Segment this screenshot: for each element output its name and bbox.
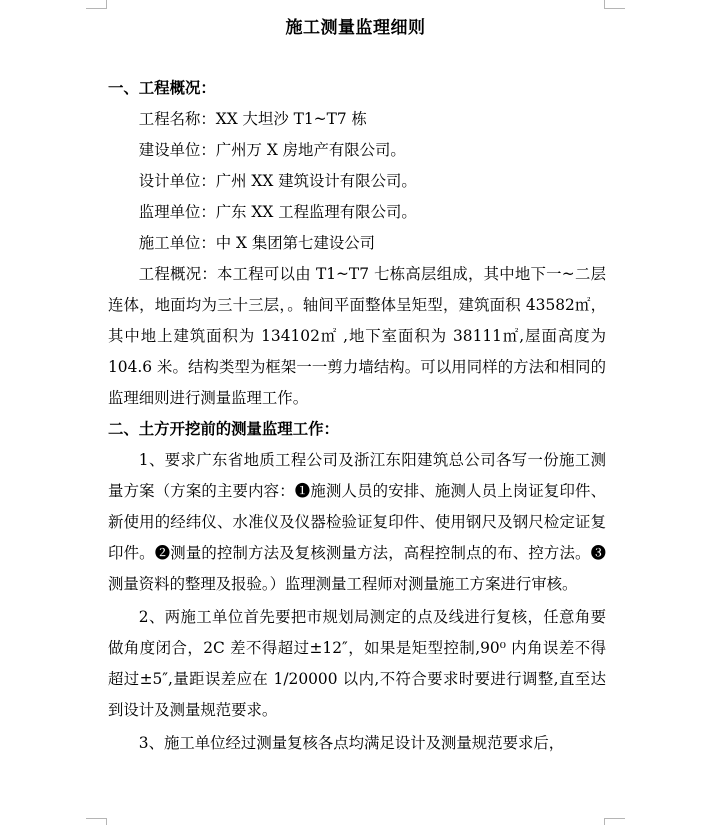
- list-item: 1、要求广东省地质工程公司及浙江东阳建筑总公司各写一份施工测量方案（方案的主要内容：❶施测人员的安排、施测人员上岗证复印件、新使用的经纬仪、水准仪及仪器检验证复印件、使用钢尺及钢尺检定证复印件。❷测量的控制方法及复核测量方法，高程控制点的布、控方法。❸测量资料的整理及报验。）监理测量工程师对测量施工方案进行审核。: [108, 451, 606, 593]
- designer-line: 设计单位：广州 XX 建筑设计有限公司。: [138, 172, 417, 190]
- overview-paragraph: 工程概况：本工程可以由 T1~T7 七栋高层组成，其中地下一~二层连体，地面均为三十三层，。轴间平面整体呈矩型，建筑面积 43582㎡，其中地上建筑面积为 134102㎡ ,地下室面积为 38111㎡,屋面高度为 104.6 米。结构类型为框架一一剪力墙结构。可以用同样的方法和相同的监理细则进行测量监理工作。: [108, 265, 606, 407]
- list-item: 3、施工单位经过测量复核各点均满足设计及测量规范要求后，: [138, 734, 565, 752]
- page-corner-mark: [604, 0, 625, 9]
- section-heading: 二、土方开挖前的测量监理工作：: [108, 420, 339, 438]
- document-title: 施工测量监理细则: [285, 18, 426, 38]
- project-name-line: 工程名称：XX 大坦沙 T1~T7 栋: [138, 110, 367, 128]
- list-item: 2、两施工单位首先要把市规划局测定的点及线进行复核，任意角要做角度闭合，2C 差不得超过±12″，如果是矩型控制,90⁰ 内角误差不得超过±5″,量距误差应在 1/20000 以内,不符合要求时要进行调整,直至达到设计及测量规范要求。: [108, 608, 606, 719]
- page-corner-mark: [604, 818, 625, 825]
- supervisor-line: 监理单位：广东 XX 工程监理有限公司。: [138, 203, 417, 221]
- section-heading: 一、工程概况：: [108, 79, 216, 97]
- contractor-line: 施工单位：中 X 集团第七建设公司: [138, 234, 376, 252]
- document-body: [108, 73, 606, 759]
- page-corner-mark: [86, 818, 107, 825]
- page-corner-mark: [86, 0, 107, 9]
- developer-line: 建设单位：广州万 X 房地产有限公司。: [138, 141, 406, 159]
